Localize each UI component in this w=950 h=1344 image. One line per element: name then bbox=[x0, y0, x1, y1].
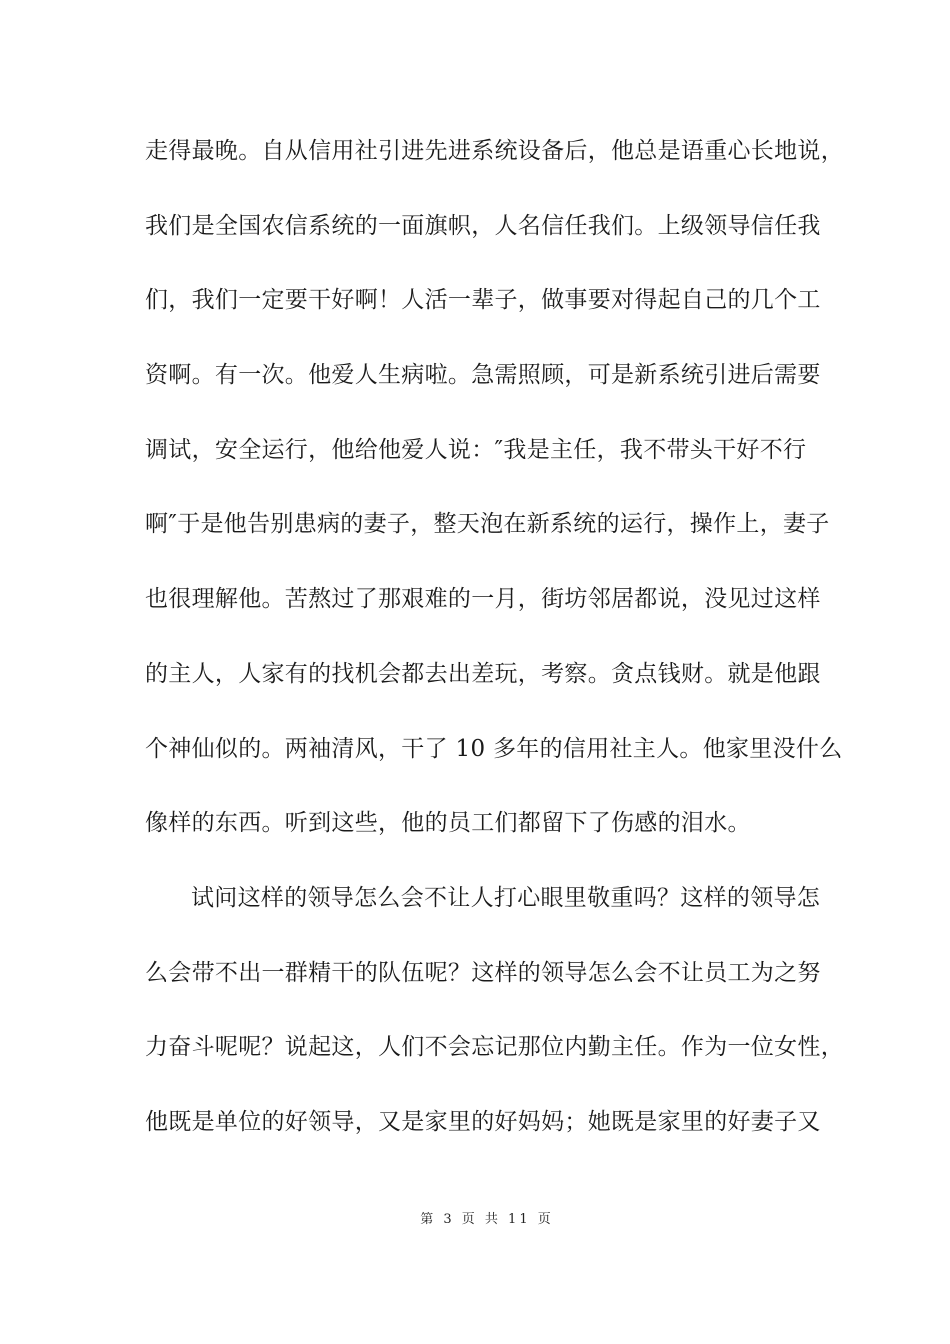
text-line: 们，我们一定要干好啊！人活一辈子，做事要对得起自己的几个工 bbox=[145, 287, 821, 314]
text-line: 的主人，人家有的找机会都去出差玩，考察。贪点钱财。就是他跟 bbox=[145, 660, 821, 687]
text-line: 力奋斗呢呢？说起这，人们不会忘记那位内勤主任。作为一位女性， bbox=[145, 1034, 844, 1061]
text-line: 走得最晚。自从信用社引进先进系统设备后，他总是语重心长地说， bbox=[145, 138, 844, 164]
text-line: 个神仙似的。两袖清风，干了 10 多年的信用社主人。他家里没什么 bbox=[145, 735, 843, 762]
text-line: 资啊。有一次。他爱人生病啦。急需照顾，可是新系统引进后需要 bbox=[145, 362, 821, 389]
text-line: 啊″于是他告别患病的妻子，整天泡在新系统的运行，操作上，妻子 bbox=[145, 511, 830, 538]
text-line-indented: 试问这样的领导怎么会不让人打心眼里敬重吗？这样的领导怎 bbox=[191, 884, 821, 911]
text-line: 么会带不出一群精干的队伍呢？这样的领导怎么会不让员工为之努 bbox=[145, 959, 821, 986]
page-footer: 第 3 页 共 11 页 bbox=[420, 1212, 554, 1227]
text-line: 我们是全国农信系统的一面旗帜，人名信任我们。上级领导信任我 bbox=[145, 212, 821, 239]
text-line: 像样的东西。听到这些，他的员工们都留下了伤感的泪水。 bbox=[145, 810, 751, 837]
text-line: 调试，安全运行，他给他爱人说：″我是主任，我不带头干好不行 bbox=[145, 436, 807, 463]
text-line: 他既是单位的好领导，又是家里的好妈妈；她既是家里的好妻子又 bbox=[145, 1108, 821, 1135]
body-text bbox=[145, 131, 844, 1177]
text-line: 也很理解他。苦熬过了那艰难的一月，街坊邻居都说，没见过这样 bbox=[145, 586, 821, 613]
